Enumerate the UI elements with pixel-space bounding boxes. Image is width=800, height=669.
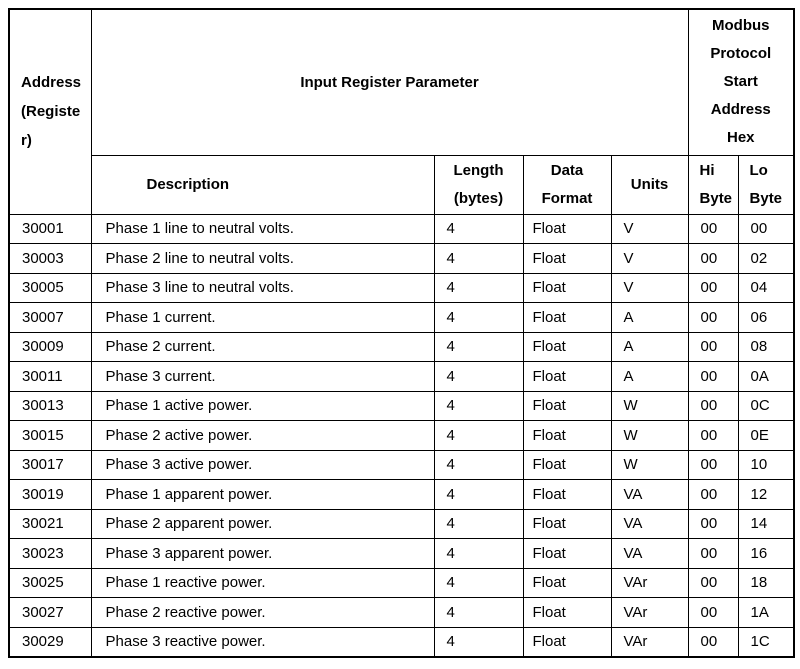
cell-data-format: Float (523, 303, 611, 333)
cell-units: W (611, 421, 688, 451)
header-row-group (9, 9, 794, 155)
cell-register-address: 30019 (9, 480, 91, 510)
table-row (9, 627, 794, 657)
cell-description: Phase 2 line to neutral volts. (91, 244, 434, 274)
cell-hi-byte: 00 (688, 568, 738, 598)
cell-register-address: 30021 (9, 509, 91, 539)
cell-data-format: Float (523, 450, 611, 480)
cell-description: Phase 1 reactive power. (91, 568, 434, 598)
table-header (9, 9, 794, 214)
cell-units: W (611, 450, 688, 480)
cell-lo-byte: 18 (738, 568, 794, 598)
cell-hi-byte: 00 (688, 421, 738, 451)
cell-length-bytes: 4 (434, 480, 523, 510)
table-row (9, 244, 794, 274)
table-row (9, 214, 794, 244)
cell-units: A (611, 362, 688, 392)
table-row (9, 480, 794, 510)
cell-register-address: 30027 (9, 598, 91, 628)
cell-hi-byte: 00 (688, 214, 738, 244)
cell-data-format: Float (523, 598, 611, 628)
cell-register-address: 30007 (9, 303, 91, 333)
cell-units: VAr (611, 598, 688, 628)
cell-data-format: Float (523, 509, 611, 539)
cell-data-format: Float (523, 480, 611, 510)
cell-length-bytes: 4 (434, 450, 523, 480)
cell-data-format: Float (523, 391, 611, 421)
cell-lo-byte: 0C (738, 391, 794, 421)
column-header-modbus-start-address: Modbus Protocol Start Address Hex (688, 9, 794, 155)
cell-data-format: Float (523, 568, 611, 598)
cell-register-address: 30017 (9, 450, 91, 480)
cell-data-format: Float (523, 627, 611, 657)
table-row (9, 598, 794, 628)
table-row (9, 450, 794, 480)
cell-length-bytes: 4 (434, 421, 523, 451)
cell-data-format: Float (523, 539, 611, 569)
cell-lo-byte: 14 (738, 509, 794, 539)
cell-units: VAr (611, 568, 688, 598)
cell-lo-byte: 0E (738, 421, 794, 451)
cell-lo-byte: 10 (738, 450, 794, 480)
cell-register-address: 30029 (9, 627, 91, 657)
column-header-hi-byte: Hi Byte (688, 155, 738, 214)
cell-data-format: Float (523, 362, 611, 392)
cell-units: A (611, 303, 688, 333)
cell-hi-byte: 00 (688, 273, 738, 303)
cell-length-bytes: 4 (434, 627, 523, 657)
cell-description: Phase 1 line to neutral volts. (91, 214, 434, 244)
cell-description: Phase 3 apparent power. (91, 539, 434, 569)
column-header-address: Address (Register) (9, 9, 91, 214)
cell-hi-byte: 00 (688, 244, 738, 274)
cell-lo-byte: 02 (738, 244, 794, 274)
cell-units: V (611, 273, 688, 303)
cell-description: Phase 2 current. (91, 332, 434, 362)
cell-length-bytes: 4 (434, 362, 523, 392)
cell-description: Phase 1 apparent power. (91, 480, 434, 510)
cell-register-address: 30023 (9, 539, 91, 569)
cell-register-address: 30025 (9, 568, 91, 598)
cell-hi-byte: 00 (688, 627, 738, 657)
cell-lo-byte: 00 (738, 214, 794, 244)
cell-units: V (611, 244, 688, 274)
cell-hi-byte: 00 (688, 303, 738, 333)
cell-register-address: 30001 (9, 214, 91, 244)
cell-description: Phase 1 current. (91, 303, 434, 333)
cell-lo-byte: 06 (738, 303, 794, 333)
column-header-lo-byte: Lo Byte (738, 155, 794, 214)
table-row (9, 421, 794, 451)
cell-hi-byte: 00 (688, 598, 738, 628)
cell-register-address: 30005 (9, 273, 91, 303)
cell-units: VA (611, 509, 688, 539)
cell-data-format: Float (523, 244, 611, 274)
cell-description: Phase 2 active power. (91, 421, 434, 451)
table-row (9, 539, 794, 569)
cell-lo-byte: 04 (738, 273, 794, 303)
cell-lo-byte: 16 (738, 539, 794, 569)
table-row (9, 568, 794, 598)
register-table-container (8, 8, 795, 658)
table-row (9, 273, 794, 303)
cell-hi-byte: 00 (688, 450, 738, 480)
cell-units: V (611, 214, 688, 244)
cell-lo-byte: 1A (738, 598, 794, 628)
cell-data-format: Float (523, 332, 611, 362)
cell-description: Phase 1 active power. (91, 391, 434, 421)
cell-units: VAr (611, 627, 688, 657)
table-row (9, 509, 794, 539)
cell-description: Phase 3 reactive power. (91, 627, 434, 657)
cell-length-bytes: 4 (434, 303, 523, 333)
cell-description: Phase 3 active power. (91, 450, 434, 480)
cell-units: VA (611, 480, 688, 510)
cell-register-address: 30009 (9, 332, 91, 362)
table-row (9, 303, 794, 333)
table-row (9, 332, 794, 362)
cell-hi-byte: 00 (688, 391, 738, 421)
cell-length-bytes: 4 (434, 391, 523, 421)
cell-hi-byte: 00 (688, 362, 738, 392)
cell-hi-byte: 00 (688, 480, 738, 510)
cell-length-bytes: 4 (434, 273, 523, 303)
table-row (9, 391, 794, 421)
cell-data-format: Float (523, 273, 611, 303)
cell-lo-byte: 08 (738, 332, 794, 362)
cell-description: Phase 2 apparent power. (91, 509, 434, 539)
cell-units: VA (611, 539, 688, 569)
table-row (9, 362, 794, 392)
column-header-input-register-parameter: Input Register Parameter (91, 9, 688, 155)
cell-register-address: 30015 (9, 421, 91, 451)
cell-data-format: Float (523, 214, 611, 244)
cell-register-address: 30011 (9, 362, 91, 392)
cell-length-bytes: 4 (434, 214, 523, 244)
column-header-length-bytes: Length (bytes) (434, 155, 523, 214)
cell-description: Phase 3 current. (91, 362, 434, 392)
column-header-description: Description (91, 155, 434, 214)
column-header-units: Units (611, 155, 688, 214)
cell-length-bytes: 4 (434, 509, 523, 539)
input-register-table (8, 8, 795, 658)
cell-register-address: 30013 (9, 391, 91, 421)
cell-length-bytes: 4 (434, 244, 523, 274)
cell-units: W (611, 391, 688, 421)
header-row-sub (9, 155, 794, 214)
cell-description: Phase 3 line to neutral volts. (91, 273, 434, 303)
cell-units: A (611, 332, 688, 362)
cell-description: Phase 2 reactive power. (91, 598, 434, 628)
cell-length-bytes: 4 (434, 332, 523, 362)
cell-hi-byte: 00 (688, 332, 738, 362)
column-header-data-format: Data Format (523, 155, 611, 214)
cell-hi-byte: 00 (688, 509, 738, 539)
cell-hi-byte: 00 (688, 539, 738, 569)
register-table-body (9, 214, 794, 657)
cell-lo-byte: 12 (738, 480, 794, 510)
cell-lo-byte: 0A (738, 362, 794, 392)
cell-length-bytes: 4 (434, 568, 523, 598)
cell-lo-byte: 1C (738, 627, 794, 657)
cell-length-bytes: 4 (434, 598, 523, 628)
cell-length-bytes: 4 (434, 539, 523, 569)
cell-register-address: 30003 (9, 244, 91, 274)
cell-data-format: Float (523, 421, 611, 451)
